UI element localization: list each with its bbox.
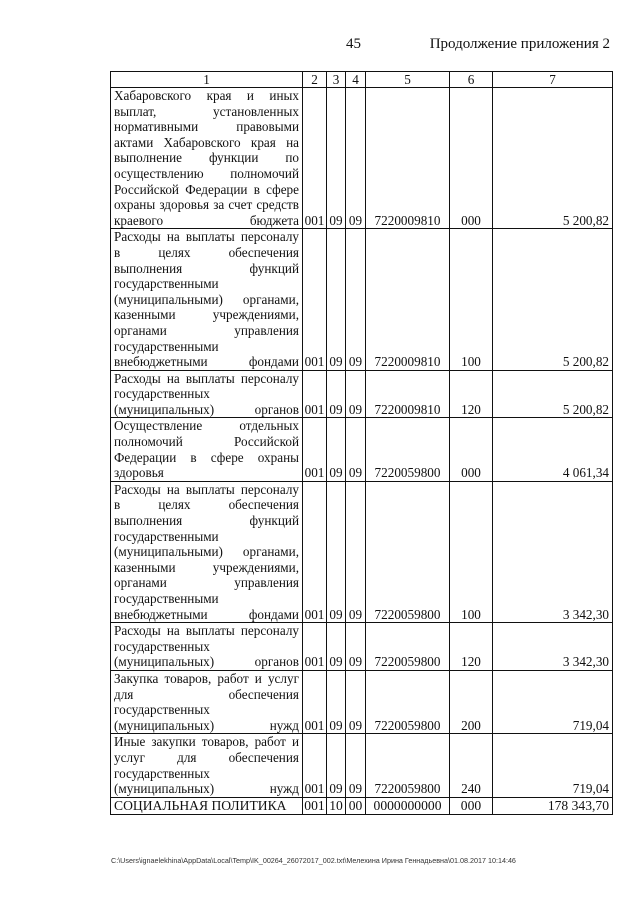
cell-vr: 100 xyxy=(450,481,493,622)
cell-csr: 0000000000 xyxy=(366,797,450,814)
cell-csr: 7220059800 xyxy=(366,481,450,622)
cell-csr: 7220009810 xyxy=(366,88,450,229)
cell-gr: 001 xyxy=(303,670,327,733)
cell-amount: 3 342,30 xyxy=(493,481,613,622)
column-header: 5 xyxy=(366,72,450,88)
cell-csr: 7220059800 xyxy=(366,734,450,797)
cell-rz: 09 xyxy=(327,481,346,622)
cell-vr: 120 xyxy=(450,370,493,418)
cell-rz: 09 xyxy=(327,670,346,733)
cell-csr: 7220059800 xyxy=(366,418,450,481)
table-row xyxy=(111,481,613,622)
table-row xyxy=(111,88,613,229)
cell-gr: 001 xyxy=(304,797,325,813)
cell-vr: 200 xyxy=(450,670,493,733)
cell-vr: 240 xyxy=(450,734,493,797)
cell-pr: 09 xyxy=(346,623,366,671)
row-name: Расходы на выплаты персоналу в целях обеспечения выполнения функций государственными (муниципальными) органами, казенными учреждениями, органами управления государственными внебюджетными фондами xyxy=(111,229,303,370)
cell-vr: 100 xyxy=(450,229,493,370)
row-name: Расходы на выплаты персоналу государственных (муниципальных) органов xyxy=(111,623,303,671)
cell-csr: 7220059800 xyxy=(366,670,450,733)
table-row xyxy=(111,418,613,481)
budget-table xyxy=(110,71,613,815)
cell-gr: 001 xyxy=(303,623,327,671)
file-path-footer: C:\Users\ignaelekhina\AppData\Local\Temp\IK_00264_26072017_002.txt\Мелехина Ирина Геннадьевна\01.08.2017 10:14:46 xyxy=(111,856,516,865)
cell-amount: 5 200,82 xyxy=(493,229,613,370)
row-name: Расходы на выплаты персоналу государственных (муниципальных) органов xyxy=(111,370,303,418)
row-name: Иные закупки товаров, работ и услуг для обеспечения государственных (муниципальных) нужд xyxy=(111,734,303,797)
cell-pr: 09 xyxy=(346,670,366,733)
cell-vr: 000 xyxy=(450,797,493,814)
table-row-section-total xyxy=(111,797,613,814)
cell-rz: 09 xyxy=(327,418,346,481)
cell-gr: 001 xyxy=(303,88,327,229)
cell-gr: 001 xyxy=(303,370,327,418)
cell-amount: 719,04 xyxy=(493,734,613,797)
table-row xyxy=(111,734,613,797)
column-header: 7 xyxy=(493,72,613,88)
cell-amount: 3 342,30 xyxy=(493,623,613,671)
row-name: Хабаровского края и иных выплат, установленных нормативными правовыми актами Хабаровского края на выполнение функции по осуществлению полномочий Российской Федерации в сфере охраны здоровья за счет средств краевого бюджета xyxy=(111,88,303,229)
cell-rz: 09 xyxy=(327,370,346,418)
cell-amount: 5 200,82 xyxy=(493,370,613,418)
column-header: 4 xyxy=(346,72,366,88)
cell-pr: 09 xyxy=(346,734,366,797)
table-header-row xyxy=(111,72,613,88)
table-row xyxy=(111,370,613,418)
cell-pr: 09 xyxy=(346,229,366,370)
cell-amount: 719,04 xyxy=(493,670,613,733)
cell-rz: 09 xyxy=(327,229,346,370)
cell-pr: 09 xyxy=(346,418,366,481)
cell-pr: 09 xyxy=(346,481,366,622)
cell-vr: 000 xyxy=(450,418,493,481)
cell-rz: 09 xyxy=(327,734,346,797)
cell-csr: 7220009810 xyxy=(366,370,450,418)
cell-rz: 10 xyxy=(327,797,346,814)
cell-amount: 5 200,82 xyxy=(493,88,613,229)
page-number: 45 xyxy=(346,36,361,52)
cell-pr: 09 xyxy=(346,88,366,229)
cell-gr: 001 xyxy=(303,418,327,481)
table-row xyxy=(111,670,613,733)
cell-gr: 001 xyxy=(303,734,327,797)
cell-vr: 000 xyxy=(450,88,493,229)
cell-gr: 001 xyxy=(303,481,327,622)
table-row xyxy=(111,229,613,370)
column-header: 3 xyxy=(327,72,346,88)
cell-gr: 001 xyxy=(303,229,327,370)
row-name: Осуществление отдельных полномочий Российской Федерации в сфере охраны здоровья xyxy=(111,418,303,481)
table-row xyxy=(111,623,613,671)
cell-amount: 178 343,70 xyxy=(493,797,613,814)
row-name: Расходы на выплаты персоналу в целях обеспечения выполнения функций государственными (муниципальными) органами, казенными учреждениями, органами управления государственными внебюджетными фондами xyxy=(111,481,303,622)
cell-amount: 4 061,34 xyxy=(493,418,613,481)
cell-vr: 120 xyxy=(450,623,493,671)
row-name: СОЦИАЛЬНАЯ ПОЛИТИКА xyxy=(111,797,303,814)
column-header: 2 xyxy=(303,72,327,88)
row-name: Закупка товаров, работ и услуг для обеспечения государственных (муниципальных) нужд xyxy=(111,670,303,733)
cell-rz: 09 xyxy=(327,623,346,671)
column-header: 6 xyxy=(450,72,493,88)
cell-csr: 7220009810 xyxy=(366,229,450,370)
cell-rz: 09 xyxy=(327,88,346,229)
column-header: 1 xyxy=(111,72,303,88)
cell-pr: 09 xyxy=(346,370,366,418)
cell-pr: 00 xyxy=(346,797,366,814)
cell-csr: 7220059800 xyxy=(366,623,450,671)
appendix-continuation-label: Продолжение приложения 2 xyxy=(429,36,610,52)
